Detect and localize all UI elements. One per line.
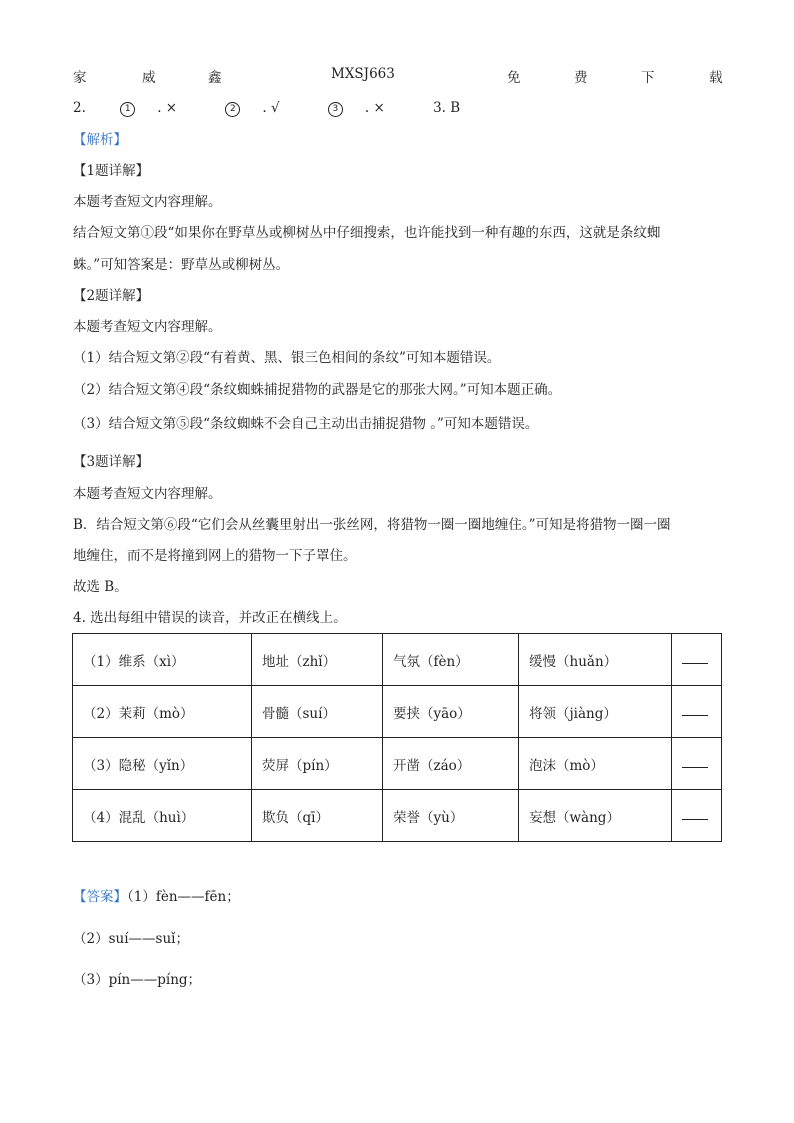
detail-3-para: 本题考查短文内容理解。 xyxy=(73,486,222,502)
header-char: 威 xyxy=(142,70,156,86)
detail-3-title: 【3题详解】 xyxy=(73,454,150,470)
header-char: 鑫 xyxy=(208,70,222,86)
detail-2-para: （2）结合短文第④段“条纹蜘蛛捕捉猎物的武器是它的那张大网。”可知本题正确。 xyxy=(73,382,562,398)
answer-blank[interactable] xyxy=(682,651,708,664)
q2-item: 2 . √ xyxy=(225,100,301,116)
detail-3-para: 地缠住，而不是将撞到网上的猎物一下子罩住。 xyxy=(73,548,357,564)
header-char: 费 xyxy=(574,70,588,86)
circled-number: 2 xyxy=(225,102,240,117)
answer-line: （2）suí——suǐ； xyxy=(73,931,189,947)
table-row xyxy=(73,738,722,790)
q2-answers xyxy=(73,99,482,117)
detail-1-para: 本题考查短文内容理解。 xyxy=(73,194,222,210)
detail-3-para: 故选 B。 xyxy=(73,579,128,595)
page-header xyxy=(73,66,723,86)
table-cell: （3）隐秘（yǐn） xyxy=(73,738,252,790)
answer-line xyxy=(73,888,240,906)
answer-blank[interactable] xyxy=(682,703,708,716)
table-cell: 妄想（wàng） xyxy=(519,790,672,842)
table-cell: 荧屏（pín） xyxy=(252,738,383,790)
table-cell: （2）茉莉（mò） xyxy=(73,686,252,738)
detail-2-para: 本题考查短文内容理解。 xyxy=(73,319,222,335)
pronunciation-table xyxy=(72,633,722,842)
answer-blank-cell xyxy=(672,738,722,790)
answer-blank[interactable] xyxy=(682,755,708,768)
table-row xyxy=(73,790,722,842)
table-row xyxy=(73,634,722,686)
answer-blank[interactable] xyxy=(682,807,708,820)
table-cell: （1）维系（xì） xyxy=(73,634,252,686)
header-code: MXSJ663 xyxy=(331,66,395,82)
header-char: 免 xyxy=(507,70,521,86)
answer-blank-cell xyxy=(672,686,722,738)
table-cell: 地址（zhǐ） xyxy=(252,634,383,686)
q2-item: 1 . × xyxy=(120,100,199,116)
table-cell: 骨髓（suí） xyxy=(252,686,383,738)
detail-1-title: 【1题详解】 xyxy=(73,163,150,179)
table-row xyxy=(73,686,722,738)
answer-label: 【答案】 xyxy=(73,889,127,905)
answer-text: （1）fèn——fēn； xyxy=(127,889,240,905)
table-cell: 欺负（qī） xyxy=(252,790,383,842)
answer-line: （3）pín——píng； xyxy=(73,972,202,988)
table-cell: 气氛（fèn） xyxy=(383,634,519,686)
table-cell: 荣誉（yù） xyxy=(383,790,519,842)
detail-3-para: B．结合短文第⑥段“它们会从丝囊里射出一张丝网，将猎物一圈一圈地缠住。”可知是将猎物一圈一圈 xyxy=(73,517,671,533)
circled-number: 1 xyxy=(120,102,135,117)
header-char: 载 xyxy=(709,70,723,86)
detail-2-para: （1）结合短文第②段“有着黄、黑、银三色相间的条纹”可知本题错误。 xyxy=(73,350,501,366)
answer-blank-cell xyxy=(672,634,722,686)
detail-1-para: 蛛。”可知答案是：野草丛或柳树丛。 xyxy=(73,257,290,273)
q3-answer: 3. B xyxy=(433,100,461,116)
table-cell: 将领（jiàng） xyxy=(519,686,672,738)
header-char: 下 xyxy=(641,70,655,86)
detail-1-para: 结合短文第①段“如果你在野草丛或柳树丛中仔细搜索，也许能找到一种有趣的东西，这就是条纹蜘 xyxy=(73,225,661,241)
detail-2-title: 【2题详解】 xyxy=(73,288,150,304)
answer-blank-cell xyxy=(672,790,722,842)
q4-prompt: 4. 选出每组中错误的读音，并改正在横线上。 xyxy=(73,610,347,626)
table-cell: 开凿（záo） xyxy=(383,738,519,790)
q2-item: 3 . × xyxy=(328,100,407,116)
analysis-heading: 【解析】 xyxy=(73,132,127,148)
header-char: 家 xyxy=(73,70,87,86)
detail-2-para: （3）结合短文第⑤段“条纹蜘蛛不会自己主动出击捕捉猎物 。”可知本题错误。 xyxy=(73,416,539,432)
table-cell: 要挟（yāo） xyxy=(383,686,519,738)
circled-number: 3 xyxy=(328,102,343,117)
table-cell: （4）混乱（huì） xyxy=(73,790,252,842)
table-cell: 缓慢（huǎn） xyxy=(519,634,672,686)
q2-number: 2. xyxy=(73,100,86,116)
table-cell: 泡沫（mò） xyxy=(519,738,672,790)
